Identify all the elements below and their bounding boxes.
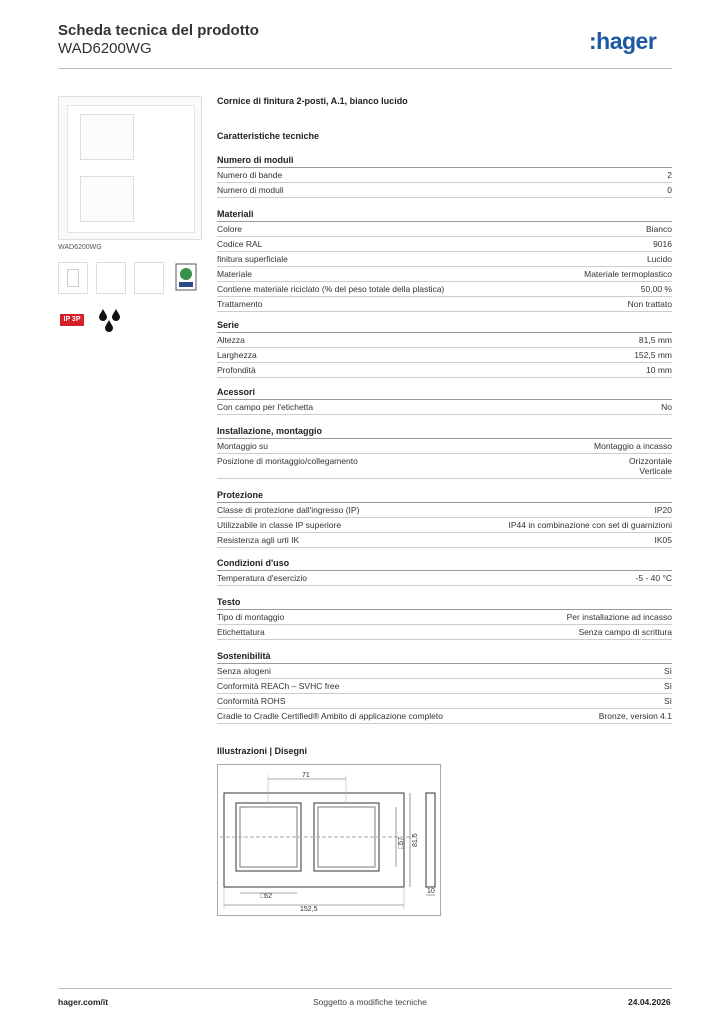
spec-value: 10 mm — [646, 365, 672, 375]
spec-row — [217, 237, 672, 252]
frame-outline — [67, 105, 195, 233]
section-title: Serie — [217, 320, 672, 333]
footer-divider — [58, 988, 672, 989]
section-title: Materiali — [217, 209, 672, 222]
dimension-label: 10 — [427, 888, 435, 895]
module-opening-bottom — [80, 176, 134, 222]
spec-label: Classe di protezione dall'ingresso (IP) — [217, 505, 360, 515]
spec-value: Orizzontale — [629, 456, 672, 466]
section-accessori — [217, 387, 672, 415]
logo-text: hager — [596, 28, 657, 54]
spec-value: IP20 — [654, 505, 672, 515]
spec-label: Conformità REACh – SVHC free — [217, 681, 340, 691]
section-title: Testo — [217, 597, 672, 610]
spec-row — [217, 694, 672, 709]
spec-value: -5 - 40 °C — [635, 573, 672, 583]
spec-label: Temperatura d'esercizio — [217, 573, 307, 583]
spec-label: Profondità — [217, 365, 256, 375]
section-sostenibilita — [217, 651, 672, 724]
certification-icon — [172, 262, 200, 292]
spec-label: Tipo di montaggio — [217, 612, 285, 622]
footer-website-link[interactable]: hager.com/it — [58, 997, 109, 1007]
spec-value: Sì — [663, 666, 672, 676]
dimension-label: 81,5 — [412, 833, 419, 847]
spec-value: Lucido — [646, 254, 672, 264]
section-moduli — [217, 155, 672, 198]
spec-row — [217, 333, 672, 348]
spec-label: Materiale — [217, 269, 252, 279]
spec-label: Contiene materiale riciclato (% del peso totale della plastica) — [217, 284, 445, 294]
section-materiali — [217, 209, 672, 312]
spec-value-multiline — [629, 456, 672, 476]
spec-row — [217, 363, 672, 378]
spec-row — [217, 183, 672, 198]
photo-caption: WAD6200WG — [58, 244, 102, 251]
spec-row — [217, 348, 672, 363]
spec-label: Trattamento — [217, 299, 263, 309]
spec-label: Con campo per l'etichetta — [217, 402, 314, 412]
spec-row — [217, 625, 672, 640]
spec-row — [217, 267, 672, 282]
header-divider — [58, 68, 672, 69]
spec-value: Bronze, version 4.1 — [598, 711, 672, 721]
spec-row — [217, 610, 672, 625]
spec-value: Verticale — [639, 466, 672, 476]
spec-value: 0 — [667, 185, 672, 195]
spec-label: Codice RAL — [217, 239, 263, 249]
spec-label: finitura superficiale — [217, 254, 288, 264]
spec-value: Montaggio a incasso — [594, 441, 672, 451]
spec-value: No — [661, 402, 672, 412]
specs-heading: Caratteristiche tecniche — [217, 131, 320, 141]
spec-row — [217, 400, 672, 415]
ip-rating-icon: IP 3P — [60, 314, 84, 326]
section-condizioni — [217, 558, 672, 586]
spec-value: Non trattato — [627, 299, 672, 309]
spec-row — [217, 571, 672, 586]
spec-value: 50,00 % — [640, 284, 672, 294]
spec-row — [217, 503, 672, 518]
spec-value: Per installazione ad incasso — [566, 612, 672, 622]
spec-value: Sì — [663, 681, 672, 691]
spec-value: IK05 — [654, 535, 672, 545]
spec-row — [217, 709, 672, 724]
product-description: Cornice di finitura 2-posti, A.1, bianco lucido — [217, 96, 408, 106]
section-testo — [217, 597, 672, 640]
spec-label: Larghezza — [217, 350, 257, 360]
hager-logo: :hager — [589, 28, 657, 54]
spec-value: Bianco — [646, 224, 672, 234]
footer-disclaimer: Soggetto a modifiche tecniche — [313, 997, 427, 1007]
dimension-label: 152,5 — [300, 906, 318, 913]
spec-label: Colore — [217, 224, 243, 234]
spec-label: Utilizzabile in classe IP superiore — [217, 520, 342, 530]
spec-row — [217, 168, 672, 183]
spec-value: Materiale termoplastico — [584, 269, 672, 279]
spec-label: Montaggio su — [217, 441, 269, 451]
spec-row — [217, 664, 672, 679]
spec-label: Conformità ROHS — [217, 696, 286, 706]
section-title: Sostenibilità — [217, 651, 672, 664]
spec-value: 81,5 mm — [638, 335, 672, 345]
spec-value: 152,5 mm — [634, 350, 672, 360]
dimension-label: □52 — [260, 893, 273, 900]
spec-row — [217, 282, 672, 297]
section-title: Numero di moduli — [217, 155, 672, 168]
technical-drawing — [217, 764, 441, 916]
spec-row — [217, 252, 672, 267]
spec-value: 9016 — [653, 239, 672, 249]
thumbnail-front[interactable] — [58, 262, 88, 294]
spec-value: Sì — [663, 696, 672, 706]
dimension-label: 71 — [302, 772, 310, 779]
spec-label: Etichettatura — [217, 627, 265, 637]
spec-row — [217, 297, 672, 312]
section-title: Installazione, montaggio — [217, 426, 672, 439]
footer-date: 24.04.2026 — [628, 997, 671, 1007]
water-drops-icon — [96, 306, 124, 334]
spec-row — [217, 533, 672, 548]
document-title: Scheda tecnica del prodotto — [58, 22, 259, 39]
thumbnail-front-shape — [67, 269, 79, 287]
spec-row — [217, 518, 672, 533]
spec-label: Numero di bande — [217, 170, 283, 180]
section-protezione — [217, 490, 672, 548]
spec-row — [217, 439, 672, 454]
section-title: Condizioni d'uso — [217, 558, 672, 571]
section-serie — [217, 320, 672, 378]
spec-row — [217, 222, 672, 237]
module-opening-top — [80, 114, 134, 160]
spec-label: Numero di moduli — [217, 185, 284, 195]
section-title: Protezione — [217, 490, 672, 503]
spec-row — [217, 454, 672, 479]
illustrations-heading: Illustrazioni | Disegni — [217, 746, 308, 756]
section-title: Acessori — [217, 387, 672, 400]
dimension-label: □57 — [398, 836, 405, 849]
thumbnail-blank-1[interactable] — [96, 262, 126, 294]
spec-label: Resistenza agli urti IK — [217, 535, 300, 545]
spec-label: Posizione di montaggio/collegamento — [217, 456, 358, 466]
spec-value: Senza campo di scrittura — [578, 627, 672, 637]
section-installazione — [217, 426, 672, 479]
thumbnail-cert[interactable] — [172, 262, 200, 292]
spec-value: IP44 in combinazione con set di guarnizioni — [508, 520, 672, 530]
thumbnail-blank-2[interactable] — [134, 262, 164, 294]
product-photo — [58, 96, 202, 240]
spec-value: 2 — [667, 170, 672, 180]
spec-row — [217, 679, 672, 694]
product-code: WAD6200WG — [58, 40, 152, 57]
spec-label: Cradle to Cradle Certified® Ambito di applicazione completo — [217, 711, 443, 721]
spec-label: Senza alogeni — [217, 666, 271, 676]
spec-label: Altezza — [217, 335, 245, 345]
